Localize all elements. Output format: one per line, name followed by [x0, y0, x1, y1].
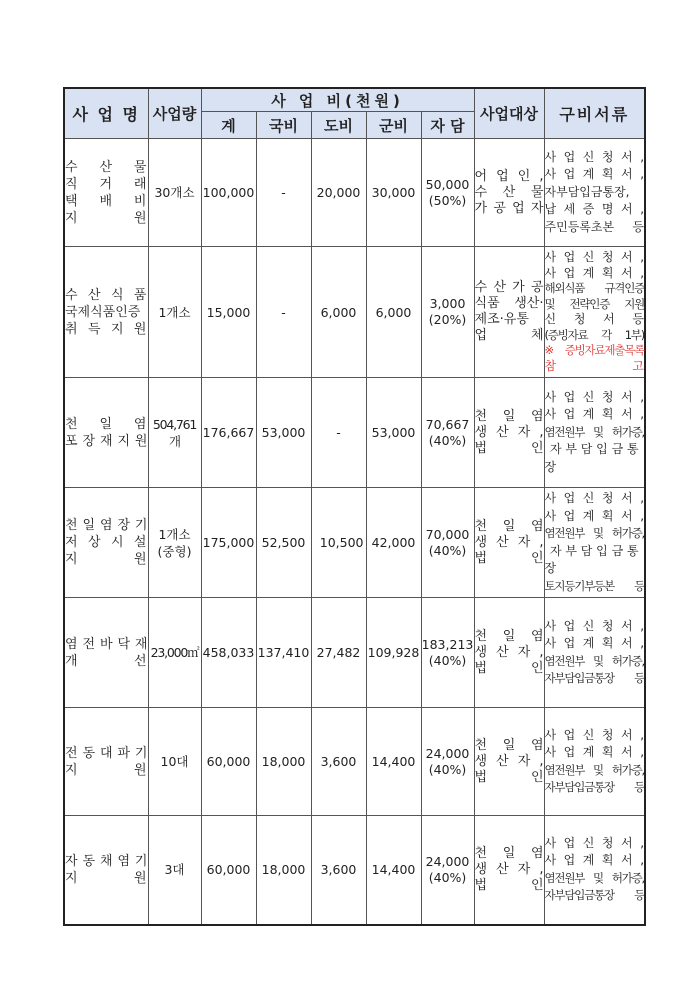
name-line: 지 원	[65, 762, 148, 778]
target-line: 제조·유통	[474, 312, 529, 327]
self-percent: (40%)	[428, 542, 467, 558]
doc-line: 사 업 계 획 서 ,	[544, 853, 645, 868]
target-line: 생 산 자 ,	[474, 424, 544, 440]
self-percent: (50%)	[428, 192, 467, 208]
total-cost: 175,000	[201, 488, 256, 598]
target-line: 식품 생산·	[474, 296, 544, 311]
provincial-cost: 6,000	[311, 247, 366, 378]
national-cost: 18,000	[256, 816, 311, 925]
county-cost: 109,928	[366, 598, 421, 708]
doc-line: 사 업 계 획 서 ,	[544, 508, 645, 523]
table-row	[64, 816, 645, 925]
quantity: 23,000㎡	[148, 598, 201, 708]
target-line: 천 일 염	[474, 628, 544, 644]
provincial-cost: 3,600	[311, 708, 366, 816]
doc-line: 자 부 담 입 금 통 장	[544, 442, 639, 474]
doc-note-line: 참 고	[544, 358, 645, 373]
self-cost	[421, 378, 474, 488]
business-cost-table	[63, 87, 646, 926]
target-line: 생 산 자 ,	[474, 644, 544, 660]
target-line: 업 체	[474, 328, 544, 343]
total-cost: 100,000	[201, 139, 256, 247]
doc-line: 사 업 신 청 서 ,	[544, 389, 645, 404]
doc-line: 신 청 서 등	[544, 312, 645, 326]
quantity: 3대	[148, 816, 201, 925]
business-name	[64, 598, 148, 708]
business-target	[474, 816, 544, 925]
provincial-cost: -	[311, 378, 366, 488]
name-line: 염 전 바 닥 재	[65, 636, 148, 652]
national-cost: 137,410	[256, 598, 311, 708]
self-amount: 70,000	[425, 526, 470, 542]
doc-line: 사 업 계 획 서 ,	[544, 636, 645, 650]
header-national: 국비	[256, 112, 311, 139]
national-cost: -	[256, 247, 311, 378]
header-name: 사 업 명	[64, 88, 148, 139]
self-amount: 183,213	[421, 636, 474, 652]
name-line: 직 거 래	[65, 176, 148, 192]
target-line: 법 인	[474, 769, 544, 785]
target-line: 천 일 염	[474, 845, 544, 861]
name-line: 포 장 재 지 원	[65, 433, 148, 449]
quantity: 10대	[148, 708, 201, 816]
name-line: 천 일 염 장 기	[65, 518, 148, 533]
name-line: 천 일 염	[65, 416, 148, 432]
county-cost: 30,000	[366, 139, 421, 247]
required-documents	[544, 139, 645, 247]
self-amount: 50,000	[425, 176, 470, 192]
doc-line: 염전원부 및 허가증,	[544, 424, 645, 439]
doc-line: 염전원부 및 허가증,	[544, 526, 645, 540]
table-row	[64, 598, 645, 708]
name-line: 자 동 채 염 기	[65, 853, 148, 869]
national-cost: 18,000	[256, 708, 311, 816]
national-cost: 53,000	[256, 378, 311, 488]
total-cost: 176,667	[201, 378, 256, 488]
doc-line: 자부담입금통장,	[544, 184, 630, 199]
total-cost: 60,000	[201, 816, 256, 925]
target-line: 천 일 염	[474, 737, 544, 753]
target-line: 생 산 자 ,	[474, 753, 544, 769]
name-line: 개 선	[65, 653, 148, 669]
doc-line: 사 업 신 청 서 ,	[544, 250, 645, 264]
quantity-value: 1개소	[158, 526, 191, 542]
county-cost: 6,000	[366, 247, 421, 378]
self-cost	[421, 247, 474, 378]
total-cost: 458,033	[201, 598, 256, 708]
business-target	[474, 708, 544, 816]
required-documents	[544, 816, 645, 925]
doc-line: 주민등록초본 등	[544, 219, 645, 234]
business-target	[474, 247, 544, 378]
quantity-size: (중형)	[157, 543, 192, 559]
doc-line: 자부담입금통장 등	[544, 671, 645, 685]
national-cost: -	[256, 139, 311, 247]
table-row	[64, 247, 645, 378]
target-line: 법 인	[474, 440, 544, 456]
target-line: 생 산 자 ,	[474, 861, 544, 877]
table-row	[64, 139, 645, 247]
doc-line: 사 업 신 청 서 ,	[544, 835, 645, 850]
header-county: 군비	[366, 112, 421, 139]
provincial-cost: 10,500	[311, 488, 366, 598]
business-target	[474, 598, 544, 708]
header-target: 사업대상	[474, 88, 544, 139]
business-target	[474, 488, 544, 598]
header-documents: 구비서류	[544, 88, 645, 139]
doc-line: 염전원부 및 허가증,	[544, 870, 645, 885]
business-name	[64, 816, 148, 925]
name-line: 취 득 지 원	[65, 321, 148, 337]
self-amount: 24,000	[425, 745, 470, 761]
doc-line: 납 세 증 명 서 ,	[544, 202, 645, 217]
table-row	[64, 378, 645, 488]
self-percent: (40%)	[428, 432, 467, 448]
name-line: 저 상 시 설	[65, 535, 148, 550]
name-line: 수 산 물	[65, 159, 148, 175]
doc-line: 염전원부 및 허가증,	[544, 762, 645, 777]
self-cost	[421, 488, 474, 598]
business-name	[64, 708, 148, 816]
doc-line: 사 업 신 청 서 ,	[544, 727, 645, 742]
county-cost: 53,000	[366, 378, 421, 488]
provincial-cost: 3,600	[311, 816, 366, 925]
target-line: 수 산 가 공	[474, 280, 544, 295]
business-target	[474, 378, 544, 488]
total-cost: 15,000	[201, 247, 256, 378]
self-amount: 70,667	[425, 416, 470, 432]
business-name	[64, 378, 148, 488]
header-row-top	[64, 88, 645, 112]
doc-line: 사 업 계 획 서 ,	[544, 265, 645, 280]
national-cost: 52,500	[256, 488, 311, 598]
name-line: 지 원	[65, 210, 148, 226]
header-cost-group: 사 업 비(천원)	[201, 88, 474, 112]
target-line: 법 인	[474, 660, 544, 676]
provincial-cost: 27,482	[311, 598, 366, 708]
name-line: 수 산 식 품	[65, 287, 148, 303]
self-cost	[421, 598, 474, 708]
business-name	[64, 247, 148, 378]
target-line: 어 업 인 ,	[474, 168, 544, 184]
doc-line: 자부담입금통장 등	[544, 780, 645, 794]
doc-line: 사 업 계 획 서 ,	[544, 745, 645, 759]
doc-line: 염전원부 및 허가증,	[544, 653, 645, 668]
self-amount: 24,000	[425, 853, 470, 869]
doc-line: 사 업 신 청 서 ,	[544, 149, 645, 164]
business-target	[474, 139, 544, 247]
doc-line: 사 업 신 청 서 ,	[544, 491, 645, 505]
target-line: 천 일 염	[474, 518, 544, 534]
self-percent: (20%)	[428, 312, 467, 327]
header-quantity: 사업량	[148, 88, 201, 139]
self-cost	[421, 708, 474, 816]
county-cost: 42,000	[366, 488, 421, 598]
county-cost: 14,400	[366, 816, 421, 925]
required-documents	[544, 598, 645, 708]
target-line: 수 산 물	[474, 184, 544, 200]
required-documents	[544, 488, 645, 598]
target-line: 생 산 자 ,	[474, 534, 544, 550]
quantity	[148, 488, 201, 598]
self-percent: (40%)	[428, 652, 467, 668]
required-documents	[544, 247, 645, 378]
table-row	[64, 708, 645, 816]
quantity: 1개소	[148, 247, 201, 378]
quantity: 504,761개	[148, 378, 201, 488]
name-line: 지 원	[65, 870, 148, 886]
target-line: 천 일 염	[474, 408, 544, 424]
header-provincial: 도비	[311, 112, 366, 139]
total-cost: 60,000	[201, 708, 256, 816]
doc-note-line: ※증빙자료제출목록	[544, 343, 645, 357]
doc-line: 사 업 계 획 서 ,	[544, 407, 645, 422]
self-amount: 3,000	[429, 296, 466, 311]
name-line: 지 원	[65, 552, 148, 567]
self-cost	[421, 139, 474, 247]
name-line: 전 동 대 파 기	[65, 745, 148, 761]
doc-line: 및 전략인증 지원	[544, 296, 645, 311]
header-self: 자 담	[421, 112, 474, 139]
target-line: 가 공 업 자	[474, 200, 544, 216]
doc-line: 토지등기부등본 등	[544, 578, 645, 593]
required-documents	[544, 378, 645, 488]
doc-line: 해외식품 규격인증	[544, 281, 645, 295]
name-line: 국제식품인증	[65, 304, 141, 320]
target-line: 법 인	[474, 877, 544, 893]
doc-line: (증빙자료 각 1부)	[544, 327, 645, 342]
self-cost	[421, 816, 474, 925]
business-name	[64, 488, 148, 598]
business-name	[64, 139, 148, 247]
doc-line: 사 업 신 청 서 ,	[544, 618, 645, 633]
target-line: 법 인	[474, 550, 544, 566]
doc-line: 자 부 담 입 금 통 장	[544, 543, 639, 575]
required-documents	[544, 708, 645, 816]
table-row	[64, 488, 645, 598]
provincial-cost: 20,000	[311, 139, 366, 247]
quantity: 30개소	[148, 139, 201, 247]
name-line: 택 배 비	[65, 193, 148, 209]
self-percent: (40%)	[428, 869, 467, 885]
header-total: 계	[201, 112, 256, 139]
self-percent: (40%)	[428, 761, 467, 777]
doc-line: 자부담입금통장 등	[544, 888, 645, 903]
county-cost: 14,400	[366, 708, 421, 816]
doc-line: 사 업 계 획 서 ,	[544, 167, 645, 182]
